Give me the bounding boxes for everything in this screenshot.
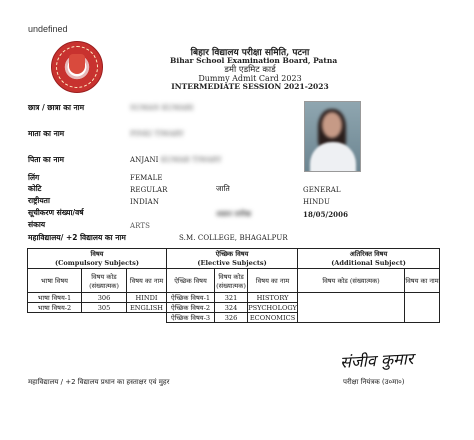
mother-name-value: PINKI TIWARY [130, 130, 185, 138]
table-row: भाषा विषय-1 306 HINDI ऐच्छिक विषय-1 321 HISTORY [28, 293, 440, 303]
board-title-hindi: बिहार विद्यालय परीक्षा समिति, पटना [190, 48, 310, 58]
faculty-value: ARTS [130, 222, 151, 230]
table-row: भाषा विषय-2 305 ENGLISH ऐच्छिक विषय-2 324 PSYCHOLOGY [28, 303, 440, 313]
college-label: महाविद्यालय/ +2 विद्यालय का नाम [28, 233, 126, 242]
student-photo [304, 101, 361, 172]
nationality-value: INDIAN [130, 198, 160, 206]
col-header-name: विषय का नाम [405, 269, 440, 293]
table-row: ऐच्छिक विषय-3 326 ECONOMICS [28, 313, 440, 323]
college-value: S.M. COLLEGE, BHAGALPUR [179, 234, 288, 242]
faculty-label: संकाय [28, 220, 46, 229]
principal-signature-label: महाविद्यालय / +2 विद्यालय प्रधान का हस्ताक्षर एवं मुहर [28, 378, 170, 386]
nationality-label: राष्ट्रीयता [28, 196, 50, 205]
additional-header: अतिरिक्त विषय (Additional Subject) [298, 249, 440, 269]
col-header-code: विषय कोड (संख्यात्मक) [82, 269, 127, 293]
subjects-table [27, 248, 440, 323]
controller-label: परीक्षा नियंत्रक (उ०मा०) [343, 378, 405, 386]
registration-value: अज्ञात तारीख [216, 209, 251, 218]
father-name-value: ANJANI KUMAR TIWARY [130, 156, 222, 164]
gender-value: FEMALE [130, 174, 163, 182]
controller-signature: संजीव कुमार [339, 349, 414, 372]
student-name-label: छात्र / छात्रा का नाम [28, 103, 85, 112]
father-name-label: पिता का नाम [28, 155, 64, 164]
board-title-english: Bihar School Examination Board, Patna [170, 56, 338, 65]
card-title-english: Dummy Admit Card 2023 [198, 74, 302, 83]
col-header-language: भाषा विषय [28, 269, 82, 293]
mother-name-label: माता का नाम [28, 129, 65, 138]
col-header-code: विषय कोड (संख्यात्मक) [215, 269, 248, 293]
caste-value: GENERAL [303, 186, 341, 194]
top-label: undefined [28, 24, 68, 34]
card-title-hindi: डमी एडमिट कार्ड [224, 65, 276, 75]
col-header-name: विषय का नाम [127, 269, 167, 293]
compulsory-header: विषय (Compulsory Subjects) [28, 249, 167, 269]
elective-header: ऐच्छिक विषय (Elective Subjects) [167, 249, 298, 269]
gender-label: लिंग [28, 173, 40, 182]
dob-value: 18/05/2006 [303, 210, 349, 219]
col-header-elective: ऐच्छिक विषय [167, 269, 215, 293]
category-value: REGULAR [130, 186, 168, 194]
student-name-value: SUMAN KUMARI [130, 104, 194, 112]
caste-label: जाति [216, 184, 230, 193]
session-title: INTERMEDIATE SESSION 2021-2023 [171, 82, 329, 91]
category-label: कोटि [28, 184, 42, 193]
col-header-name: विषय का नाम [248, 269, 298, 293]
religion-value: HINDU [303, 198, 331, 206]
col-header-code: विषय कोड (संख्यात्मक) [298, 269, 405, 293]
registration-label: सूचीकरण संख्या/वर्ष [28, 208, 84, 217]
board-logo-icon [51, 41, 103, 93]
